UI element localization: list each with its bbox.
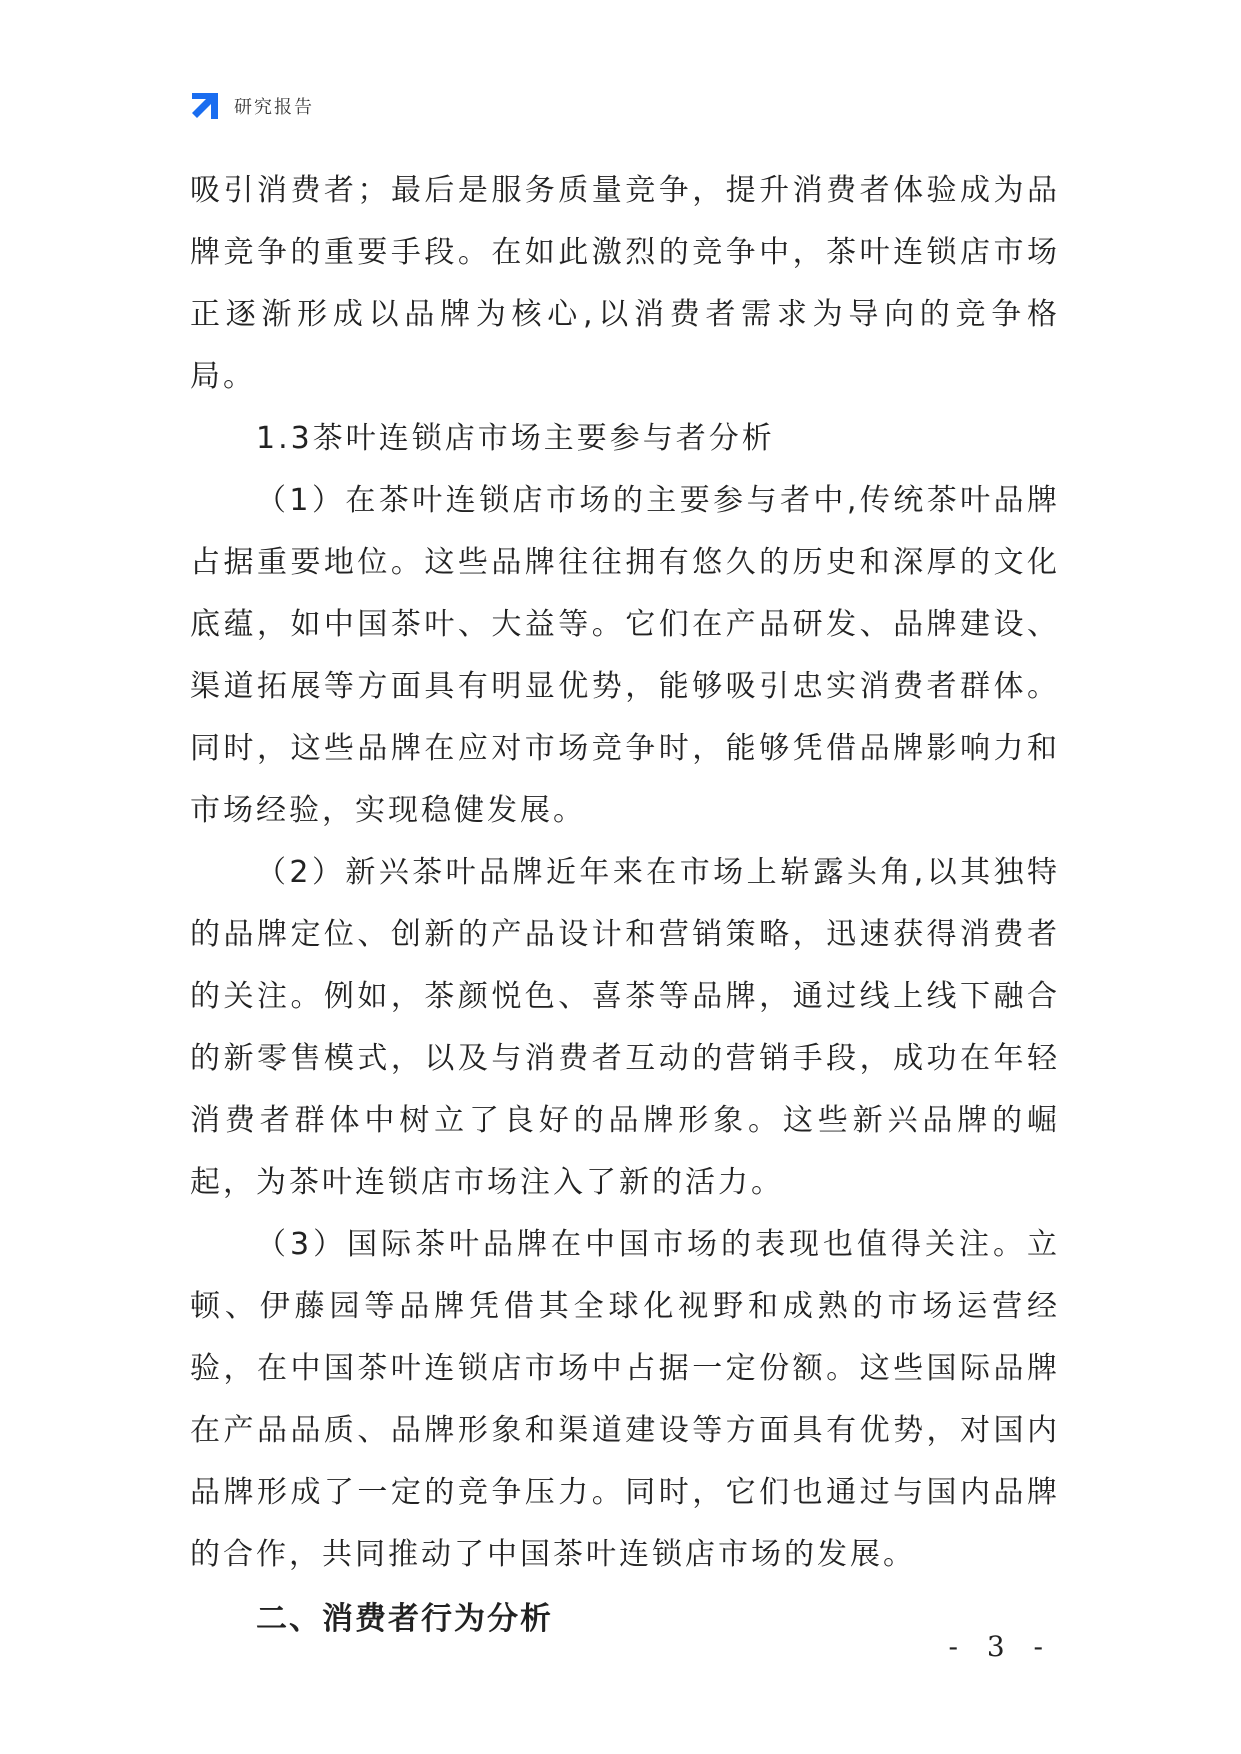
document-body [190, 160, 1060, 1650]
subsection-heading: 1.3茶叶连锁店市场主要参与者分析 [256, 421, 775, 456]
arrow-up-right-icon [190, 91, 220, 121]
paragraph-international-brands: （3）国际茶叶品牌在中国市场的表现也值得关注。立顿、伊藤园等品牌凭借其全球化视野和成熟的市场运营经验，在中国茶叶连锁店市场中占据一定份额。这些国际品牌在产品品质、品牌形象和渠道建设等方面具有优势，对国内品牌形成了一定的竞争压力。同时，它们也通过与国内品牌的合作，共同推动了中国茶叶连锁店市场的发展。 [190, 1227, 1060, 1572]
paragraph-traditional-brands: （1）在茶叶连锁店市场的主要参与者中,传统茶叶品牌占据重要地位。这些品牌往往拥有悠久的历史和深厚的文化底蕴，如中国茶叶、大益等。它们在产品研发、品牌建设、渠道拓展等方面具有明显优势，能够吸引忠实消费者群体。同时，这些品牌在应对市场竞争时，能够凭借品牌影响力和市场经验，实现稳健发展。 [190, 483, 1060, 828]
paragraph-emerging-brands: （2）新兴茶叶品牌近年来在市场上崭露头角,以其独特的品牌定位、创新的产品设计和营销策略，迅速获得消费者的关注。例如，茶颜悦色、喜茶等品牌，通过线上线下融合的新零售模式，以及与消费者互动的营销手段，成功在年轻消费者群体中树立了良好的品牌形象。这些新兴品牌的崛起，为茶叶连锁店市场注入了新的活力。 [190, 855, 1060, 1200]
header-label: 研究报告 [234, 97, 314, 118]
page-number: - 3 - [948, 1630, 1053, 1663]
page-header [190, 88, 314, 124]
section-heading: 二、消费者行为分析 [256, 1601, 553, 1637]
paragraph-continuation: 吸引消费者；最后是服务质量竞争，提升消费者体验成为品牌竞争的重要手段。在如此激烈的竞争中，茶叶连锁店市场正逐渐形成以品牌为核心,以消费者需求为导向的竞争格局。 [190, 173, 1060, 394]
